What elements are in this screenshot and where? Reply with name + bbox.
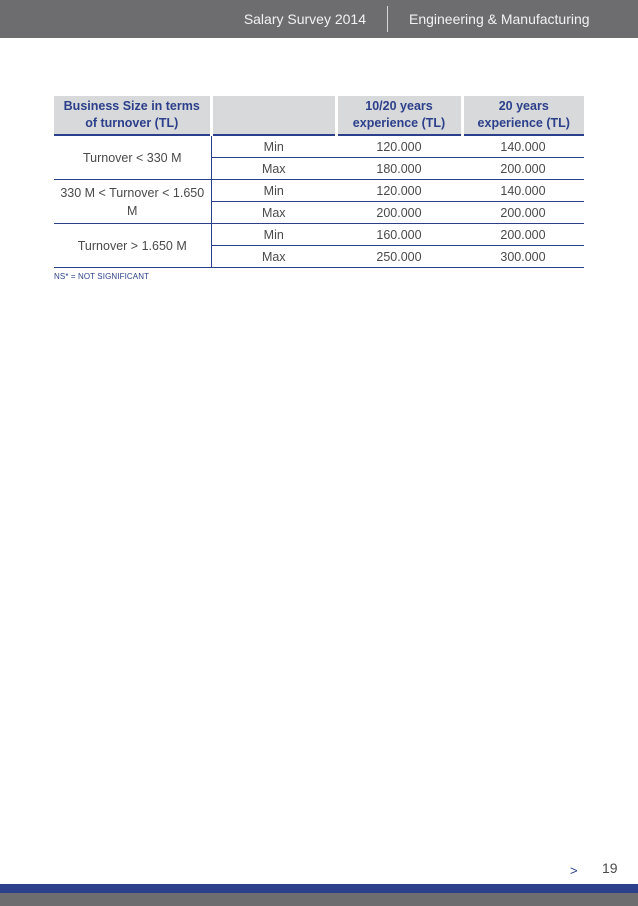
table-row xyxy=(54,224,584,246)
business-size-cell: 330 M < Turnover < 1.650 M xyxy=(54,180,211,224)
range-label-cell: Min xyxy=(211,180,336,202)
value-cell: 180.000 xyxy=(336,158,462,180)
range-label-cell: Min xyxy=(211,224,336,246)
range-label-cell: Max xyxy=(211,246,336,268)
value-cell: 140.000 xyxy=(462,180,584,202)
business-size-cell: Turnover < 330 M xyxy=(54,135,211,180)
footnote: NS* = NOT SIGNIFICANT xyxy=(54,272,150,281)
value-cell: 160.000 xyxy=(336,224,462,246)
range-label-cell: Max xyxy=(211,158,336,180)
column-header-20-years: 20 years experience (TL) xyxy=(462,96,584,135)
value-cell: 300.000 xyxy=(462,246,584,268)
table-row xyxy=(54,135,584,158)
value-cell: 200.000 xyxy=(462,224,584,246)
footer-gray-band xyxy=(0,893,638,906)
footer-blue-band xyxy=(0,884,638,893)
range-label-cell: Max xyxy=(211,202,336,224)
value-cell: 200.000 xyxy=(462,158,584,180)
business-size-cell: Turnover > 1.650 M xyxy=(54,224,211,268)
survey-title: Salary Survey 2014 xyxy=(243,11,366,27)
range-label-cell: Min xyxy=(211,135,336,158)
salary-table xyxy=(54,96,584,268)
page-number: 19 xyxy=(602,860,618,876)
next-page-arrow-icon: > xyxy=(570,863,578,878)
value-cell: 200.000 xyxy=(462,202,584,224)
section-title: Engineering & Manufacturing xyxy=(409,11,590,27)
page-header xyxy=(0,0,638,38)
column-header-business-size: Business Size in terms of turnover (TL) xyxy=(54,96,211,135)
header-divider xyxy=(387,6,388,32)
value-cell: 200.000 xyxy=(336,202,462,224)
column-header-10-20-years: 10/20 years experience (TL) xyxy=(336,96,462,135)
value-cell: 120.000 xyxy=(336,180,462,202)
column-header-range xyxy=(211,96,336,135)
table-header-row xyxy=(54,96,584,135)
value-cell: 120.000 xyxy=(336,135,462,158)
value-cell: 250.000 xyxy=(336,246,462,268)
table-row xyxy=(54,180,584,202)
salary-table-container xyxy=(54,96,584,268)
value-cell: 140.000 xyxy=(462,135,584,158)
